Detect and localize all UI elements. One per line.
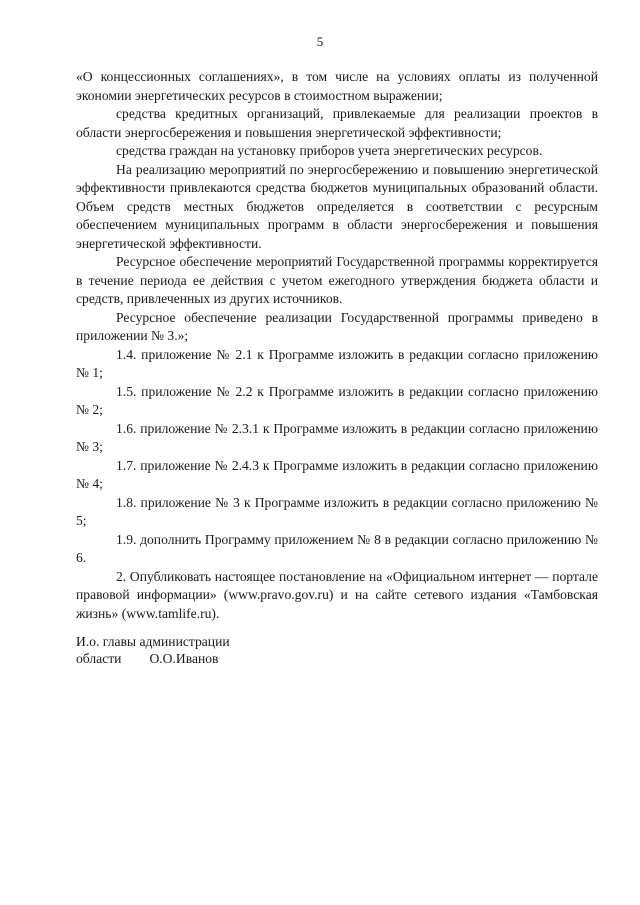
signature-name: О.О.Иванов	[149, 651, 219, 666]
paragraph-item-2-publish: 2. Опубликовать настоящее постановление на «Официальном интернет — портале правовой информации» (www.pravo.gov.ru) и на сайте сетевого издания «Тамбовская жизнь» (www.tamlife.ru).	[76, 568, 598, 621]
paragraph-item-1-8: 1.8. приложение № 3 к Программе изложить в редакции согласно приложению № 5;	[76, 494, 598, 528]
paragraph-item-1-5: 1.5. приложение № 2.2 к Программе изложить в редакции согласно приложению № 2;	[76, 383, 598, 417]
paragraph-credit-funds: средства кредитных организаций, привлекаемые для реализации проектов в области энергосбережения и повышения энергетической эффективности;	[76, 106, 598, 140]
paragraph-municipal-budgets: На реализацию мероприятий по энергосбережению и повышению энергетической эффективности привлекаются средства бюджетов муниципальных образований области. Объем средств местных бюджетов определяется в соответствии с ресурсным обеспечением муниципальных программ в области энергосбережения и повышения энергетической эффективности.	[76, 161, 598, 251]
signature-region: области	[76, 651, 122, 666]
page-number: 5	[316, 34, 324, 49]
paragraph-item-1-7: 1.7. приложение № 2.4.3 к Программе изложить в редакции согласно приложению № 4;	[76, 457, 598, 491]
paragraph-resource-appendix: Ресурсное обеспечение реализации Государственной программы приведено в приложении № 3.»;	[76, 309, 598, 343]
paragraph-concession-agreements: «О концессионных соглашениях», в том числе на условиях оплаты из полученной экономии энергетических ресурсов в стоимостном выражении;	[76, 69, 598, 103]
paragraph-item-1-9: 1.9. дополнить Программу приложением № 8 в редакции согласно приложению № 6.	[76, 531, 598, 565]
paragraph-item-1-6: 1.6. приложение № 2.3.1 к Программе изложить в редакции согласно приложению № 3;	[76, 420, 598, 454]
paragraph-resource-adjustment: Ресурсное обеспечение мероприятий Государственной программы корректируется в течение периода ее действия с учетом ежегодного утверждения бюджета области и средств, привлеченных из других источников.	[76, 254, 598, 306]
signature-block	[76, 633, 230, 667]
paragraph-citizen-funds: средства граждан на установку приборов учета энергетических ресурсов.	[116, 143, 543, 158]
paragraph-item-1-4: 1.4. приложение № 2.1 к Программе изложить в редакции согласно приложению № 1;	[76, 346, 598, 380]
document-body	[76, 68, 598, 623]
signature-title: И.о. главы администрации	[76, 634, 230, 649]
signature-name-line	[76, 650, 230, 667]
